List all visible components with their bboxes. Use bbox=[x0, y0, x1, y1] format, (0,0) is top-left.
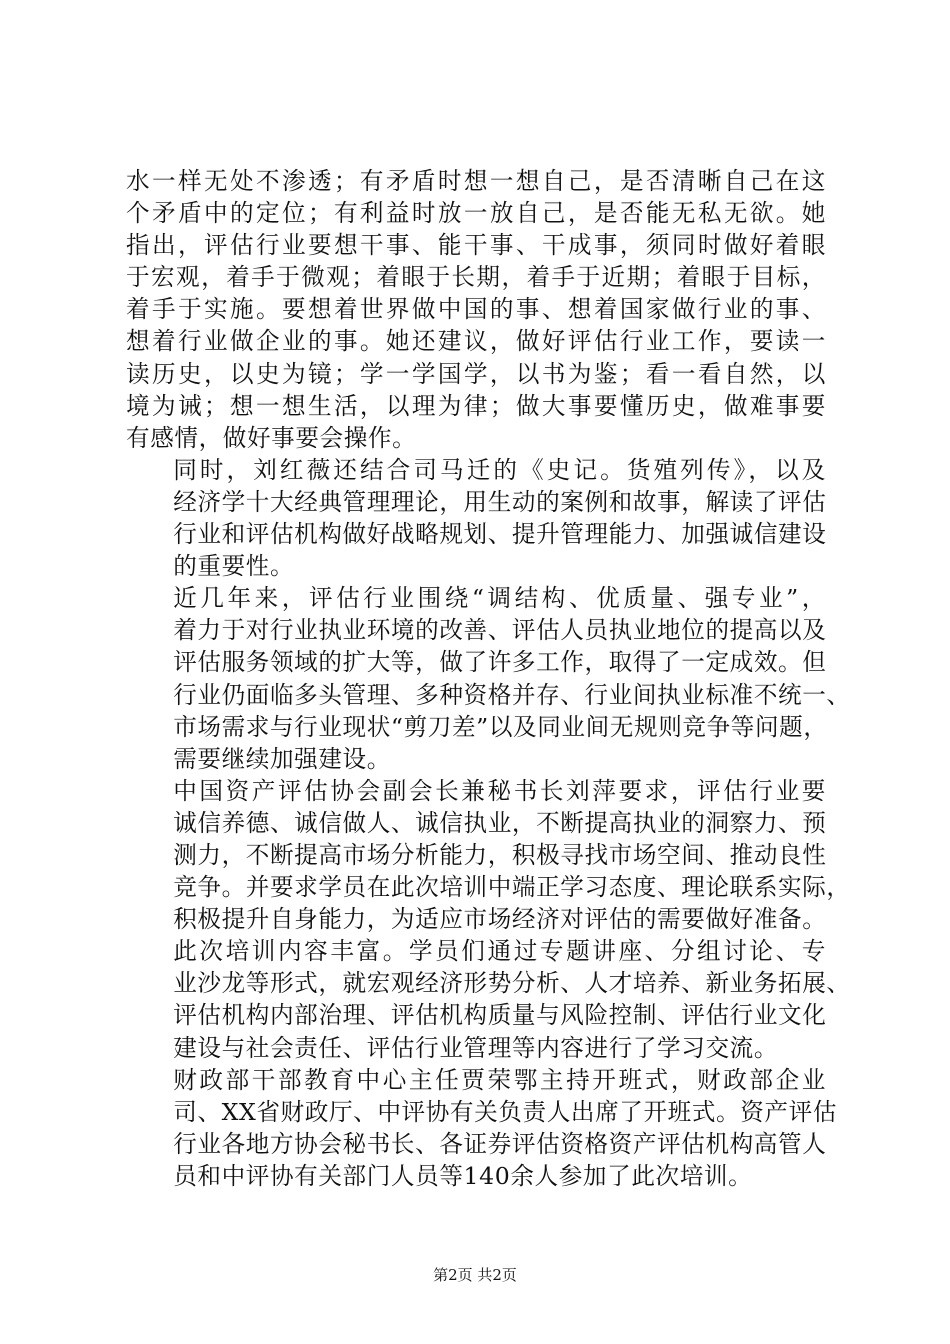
paragraph-line: 市场需求与行业现状“剪刀差”以及同业间无规则竞争等问题， bbox=[173, 712, 828, 741]
paragraph bbox=[126, 775, 851, 935]
paragraph-line: 指出，评估行业要想干事、能干事、干成事，须同时做好着眼 bbox=[126, 231, 826, 260]
paragraph-line: 于宏观，着手于微观；着眼于长期，着手于近期；着眼于目标， bbox=[126, 263, 826, 292]
paragraph-line: 诚信养德、诚信做人、诚信执业，不断提高执业的洞察力、预 bbox=[173, 808, 827, 837]
paragraph-line: 有感情，做好事要会操作。 bbox=[126, 423, 417, 452]
paragraph bbox=[126, 935, 851, 1063]
paragraph-line: 读历史，以史为镜；学一学国学，以书为鉴；看一看自然，以 bbox=[126, 359, 826, 388]
paragraph-line: 经济学十大经典管理理论，用生动的案例和故事，解读了评估 bbox=[173, 487, 827, 516]
paragraph-line: 评估机构内部治理、评估机构质量与风险控制、评估行业文化 bbox=[173, 1001, 827, 1030]
paragraph-line: 建设与社会责任、评估行业管理等内容进行了学习交流。 bbox=[173, 1033, 779, 1062]
paragraph-line: 近几年来，评估行业围绕“调结构、优质量、强专业”， bbox=[173, 584, 826, 613]
paragraph-line: 竞争。并要求学员在此次培训中端正学习态度、理论联系实际， bbox=[173, 873, 851, 902]
paragraph-line: 水一样无处不渗透；有矛盾时想一想自己，是否清晰自己在这 bbox=[126, 167, 826, 195]
paragraph-line: 的重要性。 bbox=[173, 552, 295, 581]
paragraph-line: 想着行业做企业的事。她还建议，做好评估行业工作，要读一 bbox=[126, 327, 826, 356]
paragraph-line: 行业和评估机构做好战略规划、提升管理能力、加强诚信建设 bbox=[173, 520, 827, 549]
paragraph-line: 司、XX省财政厅、中评协有关负责人出席了开班式。资产评估 bbox=[173, 1097, 838, 1126]
paragraph-line: 同时，刘红薇还结合司马迁的《史记。货殖列传》，以及 bbox=[173, 455, 826, 484]
paragraph-line: 业沙龙等形式，就宏观经济形势分析、人才培养、新业务拓展、 bbox=[173, 969, 851, 998]
paragraph-line: 积极提升自身能力，为适应市场经济对评估的需要做好准备。 bbox=[173, 905, 827, 934]
paragraph-line: 测力，不断提高市场分析能力，积极寻找市场空间、推动良性 bbox=[173, 840, 827, 869]
paragraph-line: 个矛盾中的定位；有利益时放一放自己，是否能无私无欲。她 bbox=[126, 199, 826, 228]
paragraph bbox=[126, 454, 826, 582]
paragraph-line: 着力于对行业执业环境的改善、评估人员执业地位的提高以及 bbox=[173, 616, 827, 645]
paragraph-line: 行业各地方协会秘书长、各证券评估资格资产评估机构高管人 bbox=[173, 1129, 827, 1158]
paragraph bbox=[126, 582, 851, 775]
paragraph bbox=[126, 165, 826, 454]
paragraph-line: 境为诫；想一想生活，以理为律；做大事要懂历史，做难事要 bbox=[126, 391, 826, 420]
paragraph-line: 行业仍面临多头管理、多种资格并存、行业间执业标准不统一、 bbox=[173, 680, 851, 709]
paragraph-line: 此次培训内容丰富。学员们通过专题讲座、分组讨论、专 bbox=[173, 937, 826, 966]
paragraph-line: 中国资产评估协会副会长兼秘书长刘萍要求，评估行业要 bbox=[173, 776, 826, 805]
document-body bbox=[126, 165, 851, 1192]
paragraph-line: 需要继续加强建设。 bbox=[173, 744, 391, 773]
paragraph-line: 员和中评协有关部门人员等140余人参加了此次培训。 bbox=[173, 1161, 753, 1190]
paragraph-line: 财政部干部教育中心主任贾荣鄂主持开班式，财政部企业 bbox=[173, 1065, 826, 1094]
paragraph bbox=[126, 1064, 838, 1192]
paragraph-line: 评估服务领域的扩大等，做了许多工作，取得了一定成效。但 bbox=[173, 648, 827, 677]
page-footer: 第2页 共2页 bbox=[433, 1266, 517, 1284]
paragraph-line: 着手于实施。要想着世界做中国的事、想着国家做行业的事、 bbox=[126, 295, 826, 324]
